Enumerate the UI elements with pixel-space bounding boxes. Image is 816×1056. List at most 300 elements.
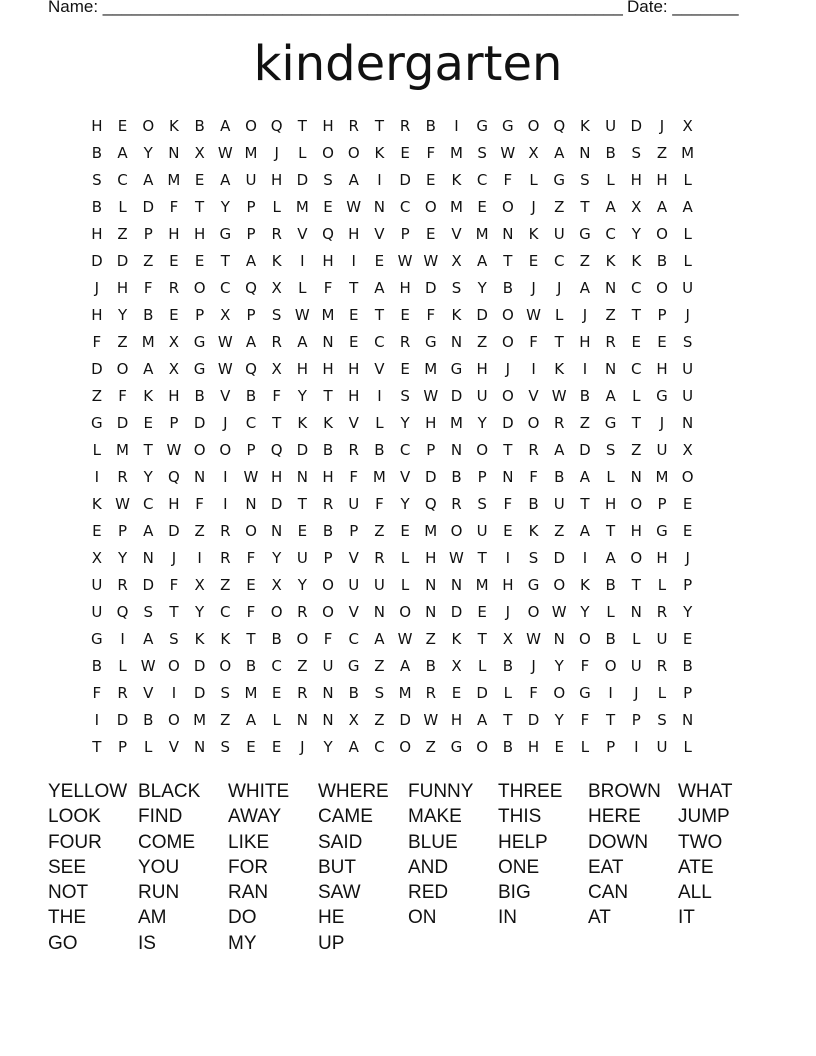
grid-letter: E: [451, 684, 462, 702]
grid-letter: O: [424, 198, 437, 216]
grid-letter: C: [220, 603, 231, 621]
grid-letter: F: [503, 171, 513, 189]
grid-letter: R: [297, 684, 308, 702]
word-list-item: COME: [138, 831, 195, 853]
grid-letter: N: [502, 468, 514, 486]
grid-letter: Z: [194, 522, 205, 540]
grid-letter: D: [193, 657, 206, 675]
grid-letter: W: [551, 603, 567, 621]
word-list-item: ON: [408, 907, 437, 929]
grid-letter: U: [348, 576, 360, 594]
word-list-item: EAT: [588, 856, 624, 878]
grid-letter: L: [683, 171, 692, 189]
grid-letter: D: [168, 522, 180, 540]
grid-letter: F: [349, 468, 359, 486]
grid-letter: O: [399, 738, 411, 756]
grid-row: [84, 680, 701, 707]
grid-letter: H: [168, 387, 180, 405]
grid-letter: K: [631, 252, 642, 270]
word-list-item: RAN: [228, 882, 269, 904]
word-list-item: FIND: [138, 806, 183, 828]
grid-letter: L: [118, 198, 127, 216]
grid-letter: Y: [477, 279, 487, 297]
grid-letter: X: [271, 279, 282, 297]
grid-letter: M: [193, 711, 207, 729]
grid-letter: F: [92, 684, 102, 702]
grid-letter: E: [682, 630, 693, 648]
grid-letter: B: [605, 144, 616, 162]
grid-letter: U: [656, 738, 668, 756]
grid-letter: E: [246, 576, 256, 594]
grid-letter: E: [323, 198, 333, 216]
grid-letter: S: [631, 144, 642, 162]
grid-letter: I: [582, 360, 588, 378]
grid-letter: J: [171, 549, 177, 567]
grid-letter: I: [582, 549, 588, 567]
grid-letter: N: [245, 495, 257, 513]
grid-letter: C: [245, 414, 257, 432]
grid-letter: P: [400, 225, 410, 243]
grid-letter: U: [91, 603, 103, 621]
grid-letter: B: [91, 198, 102, 216]
grid-letter: M: [449, 144, 463, 162]
grid-letter: V: [451, 225, 462, 243]
grid-row: [84, 518, 701, 545]
grid-letter: I: [377, 171, 382, 189]
grid-letter: B: [502, 279, 513, 297]
word-list-item: AM: [138, 907, 167, 929]
grid-letter: J: [659, 117, 665, 135]
grid-letter: L: [92, 441, 102, 459]
grid-letter: B: [91, 144, 102, 162]
word-list-item: IN: [498, 907, 517, 929]
grid-letter: A: [605, 198, 616, 216]
grid-letter: L: [529, 171, 538, 189]
grid-letter: L: [657, 576, 667, 594]
grid-letter: D: [553, 549, 565, 567]
grid-letter: N: [322, 711, 334, 729]
grid-letter: Q: [245, 360, 257, 378]
grid-letter: R: [117, 684, 128, 702]
word-list-item: DOWN: [588, 831, 649, 853]
grid-letter: G: [424, 333, 437, 351]
grid-letter: F: [529, 468, 538, 486]
grid-letter: M: [141, 333, 155, 351]
word-list-item: BROWN: [588, 781, 661, 802]
grid-letter: U: [656, 441, 668, 459]
grid-letter: L: [298, 144, 307, 162]
grid-row: [84, 707, 701, 734]
grid-row: [84, 491, 701, 518]
grid-letter: T: [606, 522, 616, 540]
grid-letter: F: [426, 306, 436, 324]
grid-letter: G: [476, 117, 488, 135]
grid-letter: E: [348, 333, 359, 351]
grid-row: [84, 734, 701, 761]
grid-letter: P: [631, 711, 641, 729]
grid-letter: L: [632, 387, 641, 405]
grid-letter: X: [168, 333, 180, 351]
grid-letter: O: [501, 387, 514, 405]
grid-letter: X: [682, 441, 693, 459]
grid-letter: O: [296, 630, 309, 648]
word-list-item: IT: [678, 907, 695, 929]
grid-letter: V: [374, 225, 385, 243]
grid-letter: U: [682, 360, 694, 378]
word-list-item: SAID: [318, 831, 363, 853]
word-list-item: FOUR: [48, 831, 102, 853]
grid-letter: Y: [195, 603, 205, 621]
grid-letter: P: [169, 414, 179, 432]
grid-letter: P: [657, 495, 667, 513]
grid-letter: P: [246, 198, 256, 216]
grid-letter: L: [272, 198, 281, 216]
grid-letter: A: [117, 144, 128, 162]
grid-letter: N: [604, 279, 617, 297]
grid-letter: E: [657, 333, 667, 351]
grid-letter: Y: [554, 657, 564, 675]
grid-letter: O: [399, 603, 411, 621]
grid-letter: N: [322, 333, 334, 351]
grid-letter: X: [348, 711, 359, 729]
grid-letter: L: [118, 657, 127, 675]
grid-letter: D: [116, 414, 129, 432]
grid-letter: E: [297, 522, 308, 540]
grid-row: [84, 410, 701, 437]
grid-letter: O: [322, 144, 334, 162]
grid-letter: Y: [297, 387, 307, 405]
grid-letter: K: [451, 630, 462, 648]
grid-letter: I: [351, 252, 356, 270]
grid-letter: W: [115, 495, 130, 513]
grid-letter: R: [554, 414, 565, 432]
word-list-item: AWAY: [228, 806, 282, 828]
grid-letter: N: [168, 144, 180, 162]
grid-letter: E: [631, 333, 642, 351]
grid-letter: F: [529, 684, 538, 702]
grid-letter: C: [374, 333, 385, 351]
grid-letter: O: [501, 306, 514, 324]
grid-row: [84, 464, 701, 491]
grid-letter: E: [169, 252, 179, 270]
grid-letter: G: [193, 333, 206, 351]
grid-letter: U: [630, 657, 642, 675]
grid-letter: N: [630, 603, 642, 621]
grid-letter: B: [528, 495, 539, 513]
grid-letter: H: [656, 549, 668, 567]
grid-letter: Z: [605, 306, 616, 324]
grid-letter: F: [246, 603, 256, 621]
grid-letter: D: [502, 414, 514, 432]
grid-letter: D: [630, 117, 643, 135]
word-list-item: SAW: [318, 882, 361, 904]
grid-letter: V: [168, 738, 180, 756]
grid-letter: W: [217, 144, 233, 162]
word-list-item: JUMP: [678, 806, 730, 828]
grid-letter: A: [143, 171, 154, 189]
grid-letter: R: [399, 333, 411, 351]
grid-letter: V: [348, 414, 359, 432]
grid-letter: E: [426, 171, 436, 189]
grid-letter: J: [557, 279, 562, 297]
grid-letter: A: [348, 738, 359, 756]
grid-row: [84, 167, 701, 194]
grid-letter: G: [579, 225, 591, 243]
grid-letter: Y: [580, 603, 590, 621]
grid-letter: H: [271, 468, 283, 486]
grid-letter: A: [605, 549, 616, 567]
grid-letter: I: [377, 387, 382, 405]
word-list-item: RED: [408, 882, 449, 904]
grid-letter: Q: [322, 225, 334, 243]
grid-letter: W: [526, 630, 541, 648]
grid-letter: O: [219, 441, 232, 459]
grid-letter: U: [656, 630, 668, 648]
grid-letter: S: [400, 387, 410, 405]
word-list-item: BUT: [318, 856, 356, 878]
grid-letter: N: [682, 414, 694, 432]
grid-letter: F: [529, 333, 538, 351]
grid-letter: H: [502, 576, 514, 594]
word-list-item: THREE: [498, 781, 563, 802]
date-line: Date: _______: [627, 0, 739, 16]
grid-letter: H: [527, 738, 540, 756]
grid-letter: L: [272, 711, 281, 729]
grid-letter: F: [169, 198, 179, 216]
grid-letter: K: [271, 252, 282, 270]
grid-letter: I: [454, 117, 459, 135]
grid-letter: N: [450, 576, 463, 594]
word-list-item: WHITE: [228, 781, 290, 802]
grid-letter: W: [217, 360, 233, 378]
grid-letter: R: [348, 117, 359, 135]
grid-letter: Y: [297, 576, 307, 594]
word-list-item: HELP: [498, 831, 548, 853]
grid-letter: W: [397, 252, 413, 270]
grid-letter: E: [477, 198, 487, 216]
grid-letter: S: [220, 684, 231, 702]
grid-letter: A: [245, 333, 257, 351]
grid-letter: J: [685, 306, 690, 324]
grid-letter: B: [425, 657, 436, 675]
grid-letter: E: [194, 252, 205, 270]
grid-letter: E: [477, 603, 487, 621]
grid-letter: E: [271, 738, 282, 756]
grid-letter: V: [348, 549, 359, 567]
grid-letter: N: [502, 225, 514, 243]
grid-letter: D: [425, 279, 437, 297]
grid-letter: H: [91, 306, 103, 324]
grid-letter: C: [399, 441, 411, 459]
grid-letter: C: [631, 279, 642, 297]
grid-letter: M: [295, 198, 309, 216]
grid-letter: G: [450, 360, 463, 378]
grid-letter: G: [91, 630, 103, 648]
grid-letter: A: [656, 198, 668, 216]
grid-letter: L: [580, 738, 590, 756]
grid-letter: L: [503, 684, 513, 702]
grid-letter: A: [605, 387, 616, 405]
word-list-item: THIS: [498, 806, 542, 828]
grid-letter: B: [682, 657, 693, 675]
grid-letter: U: [553, 225, 565, 243]
grid-letter: A: [554, 441, 565, 459]
grid-letter: O: [116, 360, 129, 378]
grid-letter: U: [348, 495, 360, 513]
grid-letter: H: [604, 495, 617, 513]
grid-letter: D: [425, 468, 437, 486]
grid-letter: H: [348, 387, 360, 405]
grid-letter: K: [194, 630, 205, 648]
grid-letter: H: [271, 171, 283, 189]
grid-letter: X: [220, 306, 231, 324]
grid-letter: T: [503, 441, 513, 459]
grid-letter: S: [169, 630, 179, 648]
grid-letter: S: [477, 495, 487, 513]
grid-letter: G: [656, 387, 668, 405]
grid-row: [84, 356, 701, 383]
grid-letter: E: [246, 738, 256, 756]
grid-letter: Z: [477, 333, 488, 351]
grid-letter: C: [348, 630, 359, 648]
grid-letter: V: [220, 387, 231, 405]
grid-letter: G: [527, 576, 540, 594]
grid-letter: F: [143, 279, 153, 297]
grid-row: [84, 383, 701, 410]
grid-letter: O: [476, 441, 489, 459]
grid-letter: S: [682, 333, 693, 351]
grid-letter: Z: [91, 387, 102, 405]
grid-letter: H: [296, 360, 308, 378]
grid-letter: P: [606, 738, 616, 756]
grid-letter: P: [143, 225, 153, 243]
grid-letter: A: [143, 360, 154, 378]
grid-letter: A: [477, 711, 488, 729]
grid-letter: P: [683, 684, 693, 702]
grid-letter: R: [425, 684, 436, 702]
grid-row: [84, 626, 701, 653]
word-list-item: TWO: [678, 831, 723, 853]
grid-letter: E: [117, 117, 128, 135]
grid-letter: R: [168, 279, 180, 297]
grid-row: [84, 140, 701, 167]
grid-letter: Q: [270, 117, 283, 135]
grid-letter: E: [194, 171, 205, 189]
grid-letter: K: [451, 306, 462, 324]
grid-letter: E: [528, 252, 539, 270]
grid-letter: A: [374, 630, 385, 648]
word-list-item: AND: [408, 856, 449, 878]
grid-letter: H: [425, 549, 437, 567]
page-title: kindergarten: [253, 36, 563, 92]
grid-letter: O: [656, 279, 668, 297]
grid-letter: J: [634, 684, 639, 702]
grid-letter: H: [322, 117, 334, 135]
grid-letter: K: [91, 495, 102, 513]
grid-letter: P: [246, 441, 256, 459]
word-list-item: FOR: [228, 856, 269, 878]
grid-letter: O: [527, 414, 540, 432]
grid-letter: H: [476, 360, 488, 378]
grid-letter: Q: [116, 603, 129, 621]
grid-letter: Z: [117, 225, 128, 243]
word-list-item: HE: [318, 907, 345, 929]
grid-letter: B: [91, 657, 102, 675]
grid-letter: K: [143, 387, 154, 405]
grid-letter: K: [297, 414, 308, 432]
grid-letter: M: [244, 684, 258, 702]
grid-letter: K: [451, 171, 462, 189]
grid-letter: D: [116, 252, 129, 270]
grid-letter: I: [634, 738, 639, 756]
grid-letter: O: [527, 603, 540, 621]
grid-letter: S: [580, 171, 590, 189]
grid-letter: M: [449, 198, 463, 216]
grid-letter: O: [630, 495, 643, 513]
grid-letter: H: [322, 252, 334, 270]
grid-letter: A: [477, 252, 488, 270]
grid-letter: V: [374, 360, 385, 378]
grid-letter: S: [477, 144, 487, 162]
grid-letter: V: [399, 468, 411, 486]
grid-letter: W: [140, 657, 156, 675]
grid-letter: G: [656, 522, 668, 540]
grid-letter: A: [220, 171, 231, 189]
grid-letter: R: [117, 468, 128, 486]
grid-letter: W: [243, 468, 259, 486]
grid-row: [84, 653, 701, 680]
grid-letter: O: [219, 657, 232, 675]
grid-letter: Y: [323, 738, 333, 756]
grid-letter: A: [399, 657, 411, 675]
grid-letter: Z: [631, 441, 642, 459]
grid-letter: Q: [245, 279, 257, 297]
grid-letter: B: [245, 657, 257, 675]
grid-letter: E: [554, 738, 564, 756]
grid-letter: N: [630, 468, 642, 486]
grid-letter: E: [92, 522, 102, 540]
grid-letter: C: [271, 657, 282, 675]
grid-letter: J: [505, 360, 511, 378]
grid-letter: S: [374, 684, 385, 702]
grid-letter: H: [322, 468, 334, 486]
grid-letter: P: [477, 468, 487, 486]
word-list-item: GO: [48, 932, 78, 954]
word-list-item: LOOK: [48, 806, 101, 828]
grid-letter: A: [374, 279, 385, 297]
grid-letter: S: [605, 441, 616, 459]
grid-letter: X: [271, 360, 282, 378]
grid-letter: F: [323, 630, 333, 648]
grid-letter: T: [477, 630, 487, 648]
grid-letter: E: [271, 684, 282, 702]
grid-letter: Y: [554, 711, 564, 729]
grid-letter: N: [296, 711, 308, 729]
grid-letter: Y: [143, 144, 153, 162]
grid-letter: O: [168, 657, 180, 675]
grid-letter: T: [606, 711, 616, 729]
grid-letter: V: [528, 387, 539, 405]
grid-letter: R: [528, 441, 539, 459]
grid-letter: T: [374, 306, 384, 324]
grid-letter: K: [528, 522, 539, 540]
grid-letter: V: [297, 225, 308, 243]
grid-letter: Q: [270, 441, 283, 459]
grid-letter: D: [270, 495, 283, 513]
grid-letter: E: [503, 522, 513, 540]
grid-letter: B: [194, 117, 205, 135]
grid-letter: O: [168, 711, 180, 729]
